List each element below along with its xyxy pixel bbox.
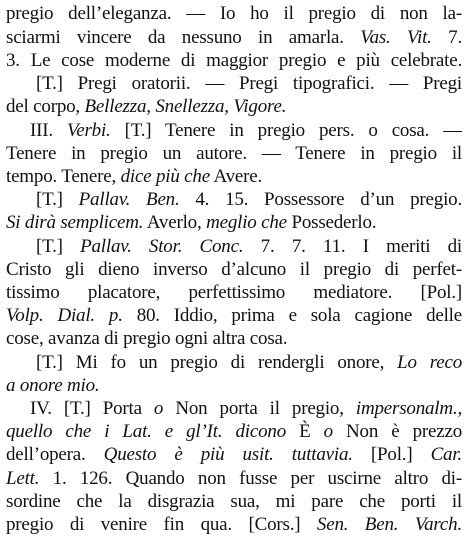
text-line-5: [6, 95, 462, 119]
text-line-2: [6, 26, 462, 50]
text-segment: Averlo,: [143, 212, 207, 233]
text-segment: Bellezza, Snellezza, Vigore.: [84, 96, 287, 117]
text-line-11: [36, 235, 462, 259]
text-line-14: [6, 304, 462, 328]
text-segment: [T.] Mi fo un pregio di rendergli onore,: [36, 352, 398, 373]
text-segment: tissimo placatore, perfettissimo mediatore. [Pol.]: [6, 282, 462, 303]
text-segment: Lo reco: [397, 352, 462, 373]
text-segment: Verbi.: [66, 120, 111, 141]
text-line-6: [30, 119, 462, 143]
text-segment: pregio dell’eleganza. — Io ho il pregio di non la-: [6, 3, 462, 24]
text-segment: Sen. Ben. Varch.: [316, 514, 462, 535]
text-segment: IV. [T.] Porta: [30, 398, 154, 419]
text-line-19: [6, 420, 462, 444]
text-segment: cose, avanza di pregio ogni altra cosa.: [6, 328, 288, 349]
text-line-17: [6, 374, 462, 398]
text-segment: Si dirà semplicem.: [6, 212, 144, 233]
text-line-15: [6, 327, 462, 351]
text-segment: [T.]: [36, 236, 81, 257]
text-segment: Tenere in pregio un autore. — Tenere in pregio il: [6, 143, 462, 164]
text-segment: Non porta il pregio,: [163, 398, 356, 419]
text-segment: Pallav. Stor. Conc.: [80, 236, 244, 257]
text-line-23: [6, 513, 462, 537]
text-segment: impersonalm.,: [355, 398, 462, 419]
text-line-12: [6, 258, 462, 282]
text-segment: 7. 7. 11. I meriti di: [243, 236, 462, 257]
text-segment: 7.: [431, 27, 462, 48]
text-line-7: [6, 142, 462, 166]
text-segment: Questo è più usit. tuttavia.: [103, 444, 353, 465]
text-line-1: [6, 2, 462, 26]
text-segment: o: [153, 398, 164, 419]
text-segment: 3. Le cose moderne di maggior pregio e più celebrate.: [6, 50, 462, 71]
text-segment: dice più che: [120, 166, 210, 187]
text-segment: [T.] Pregi oratorii. — Pregi tipografici. — Pregi: [36, 73, 462, 94]
text-segment: Cristo gli dieno inverso d’alcuno il pregio di perfet-: [6, 259, 462, 280]
text-segment: 1. 126. Quando non fusse per uscirne altro di-: [39, 468, 462, 489]
text-segment: Pallav. Ben.: [78, 189, 180, 210]
text-segment: del corpo,: [6, 96, 85, 117]
text-segment: o: [323, 421, 333, 442]
text-line-8: [6, 165, 462, 189]
text-segment: Volp. Dial. p.: [6, 305, 123, 326]
text-segment: È: [286, 421, 324, 442]
text-segment: dell’opera.: [6, 444, 104, 465]
text-line-13: [6, 281, 462, 305]
text-segment: Vas. Vit.: [360, 27, 432, 48]
text-line-4: [36, 72, 462, 96]
text-segment: sordine che la disgrazia sua, mi pare che porti il: [6, 491, 462, 512]
text-segment: Avere.: [209, 166, 263, 187]
text-segment: sciarmi vincere da nessuno in amarla.: [6, 27, 361, 48]
text-line-3: [6, 49, 462, 73]
text-line-20: [6, 443, 462, 467]
text-line-22: [6, 490, 462, 514]
text-segment: Non è prezzo: [332, 421, 462, 442]
text-segment: [T.]: [36, 189, 79, 210]
text-segment: tempo. Tenere,: [6, 166, 121, 187]
text-line-9: [36, 188, 462, 212]
text-segment: Lett.: [6, 468, 40, 489]
text-segment: 80. Iddio, prima e sola cagione delle: [122, 305, 462, 326]
text-segment: 4. 15. Possessore d’un pregio.: [179, 189, 462, 210]
text-line-21: [6, 467, 462, 491]
text-segment: Car.: [430, 444, 462, 465]
text-segment: meglio che: [206, 212, 287, 233]
text-segment: a onore mio.: [6, 375, 100, 396]
text-line-10: [6, 211, 462, 235]
text-segment: pregio di venire fin qua. [Cors.]: [6, 514, 317, 535]
text-segment: III.: [30, 120, 67, 141]
text-line-18: [30, 397, 462, 421]
text-segment: [T.] Tenere in pregio pers. o cosa. —: [110, 120, 462, 141]
text-segment: quello che i Lat. e gl’It. dicono: [6, 421, 287, 442]
text-line-16: [36, 351, 462, 375]
text-segment: Possederlo.: [286, 212, 377, 233]
text-segment: [Pol.]: [352, 444, 431, 465]
